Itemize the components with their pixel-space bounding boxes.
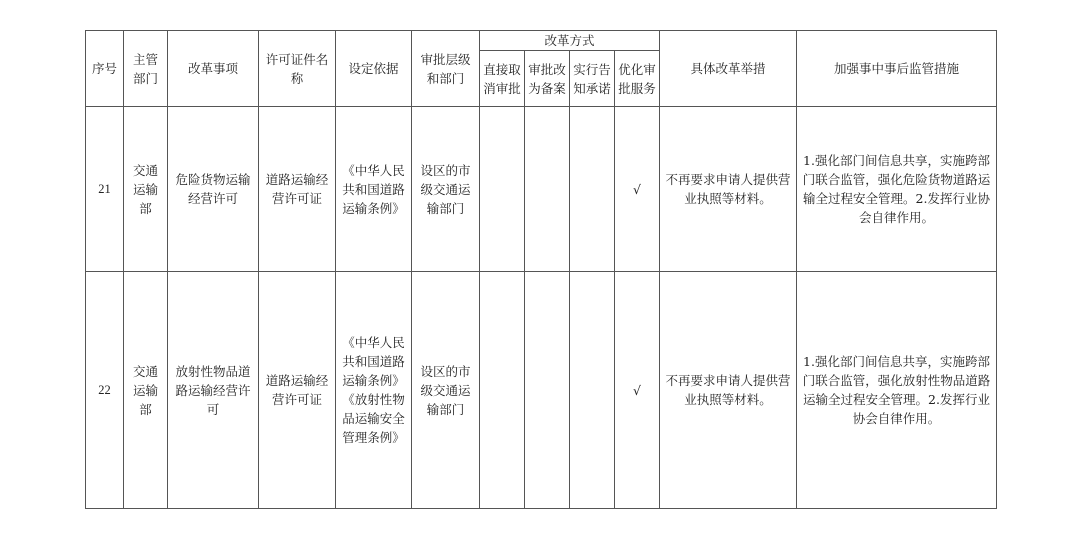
header-supervision: 加强事中事后监管措施 bbox=[797, 31, 997, 107]
cell-dept: 交通运输部 bbox=[124, 272, 168, 509]
cell-level: 设区的市级交通运输部门 bbox=[412, 107, 480, 272]
cell-item: 放射性物品道路运输经营许可 bbox=[168, 272, 259, 509]
header-seq: 序号 bbox=[86, 31, 124, 107]
cell-mode-cancel bbox=[480, 272, 525, 509]
cell-seq: 21 bbox=[86, 107, 124, 272]
cell-supervision: 1.强化部门间信息共享，实施跨部门联合监管，强化危险货物道路运输全过程安全管理。2.发挥行业协会自律作用。 bbox=[797, 107, 997, 272]
header-level: 审批层级和部门 bbox=[412, 31, 480, 107]
cell-measures: 不再要求申请人提供营业执照等材料。 bbox=[660, 272, 797, 509]
header-basis: 设定依据 bbox=[336, 31, 412, 107]
cell-supervision: 1.强化部门间信息共享，实施跨部门联合监管，强化放射性物品道路运输全过程安全管理。2.发挥行业协会自律作用。 bbox=[797, 272, 997, 509]
table-row bbox=[86, 107, 997, 272]
table-row bbox=[86, 272, 997, 509]
cell-measures: 不再要求申请人提供营业执照等材料。 bbox=[660, 107, 797, 272]
cell-license: 道路运输经营许可证 bbox=[259, 107, 336, 272]
cell-basis: 《中华人民共和国道路运输条例》《放射性物品运输安全管理条例》 bbox=[336, 272, 412, 509]
header-item: 改革事项 bbox=[168, 31, 259, 107]
cell-license: 道路运输经营许可证 bbox=[259, 272, 336, 509]
header-row bbox=[86, 31, 997, 51]
header-mode-record: 审批改为备案 bbox=[525, 51, 570, 107]
cell-mode-optimize-check: √ bbox=[615, 272, 660, 509]
cell-mode-cancel bbox=[480, 107, 525, 272]
cell-dept: 交通运输部 bbox=[124, 107, 168, 272]
cell-item: 危险货物运输经营许可 bbox=[168, 107, 259, 272]
cell-basis: 《中华人民共和国道路运输条例》 bbox=[336, 107, 412, 272]
reform-table bbox=[85, 30, 997, 509]
cell-mode-optimize-check: √ bbox=[615, 107, 660, 272]
cell-seq: 22 bbox=[86, 272, 124, 509]
cell-mode-record bbox=[525, 107, 570, 272]
header-measures: 具体改革举措 bbox=[660, 31, 797, 107]
header-license: 许可证件名称 bbox=[259, 31, 336, 107]
header-dept: 主管部门 bbox=[124, 31, 168, 107]
header-mode-cancel: 直接取消审批 bbox=[480, 51, 525, 107]
header-mode-optimize: 优化审批服务 bbox=[615, 51, 660, 107]
header-mode-promise: 实行告知承诺 bbox=[570, 51, 615, 107]
header-reform-mode: 改革方式 bbox=[480, 31, 660, 51]
cell-mode-promise bbox=[570, 272, 615, 509]
cell-mode-record bbox=[525, 272, 570, 509]
cell-mode-promise bbox=[570, 107, 615, 272]
cell-level: 设区的市级交通运输部门 bbox=[412, 272, 480, 509]
